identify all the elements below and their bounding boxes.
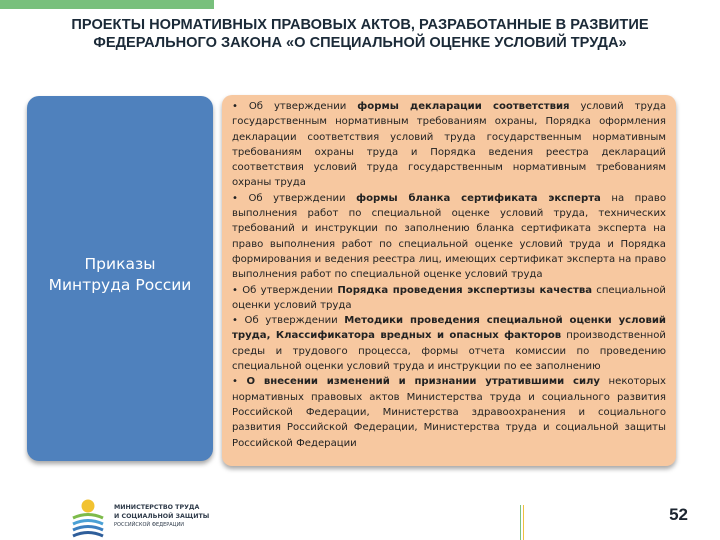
item-text: специальной оценки условий труда	[232, 284, 666, 311]
footer-divider-yellow	[523, 505, 524, 540]
page-number: 52	[669, 505, 688, 524]
footer-divider-green	[520, 505, 521, 540]
list-item	[232, 374, 666, 450]
item-prefix: • Об утверждении	[232, 101, 358, 112]
item-prefix: • Об утверждении	[232, 284, 338, 296]
item-prefix: •	[232, 376, 247, 388]
item-emphasis: Порядка проведения экспертизы качества	[337, 284, 593, 296]
item-emphasis: формы декларации соответствия	[357, 101, 570, 112]
list-item	[232, 191, 666, 283]
logo-text-line-1: МИНИСТЕРСТВО ТРУДА	[114, 504, 200, 511]
category-label-line-2: Минтруда России	[48, 276, 192, 294]
category-label	[27, 254, 213, 296]
ministry-logo	[70, 496, 230, 540]
item-text: некоторых нормативных правовых актов Министерства труда и социального развития Российской Федерации, Министерства здравоохранения и социального развития Российской Федерации, Министерства труда и социальной защиты Российской Федерации	[232, 376, 666, 449]
documents-list	[232, 99, 666, 451]
logo-text-line-2: И СОЦИАЛЬНОЙ ЗАЩИТЫ	[114, 513, 210, 520]
item-emphasis: формы бланка сертификата эксперта	[356, 192, 601, 204]
list-item	[232, 283, 666, 314]
item-prefix: • Об утверждении	[232, 315, 345, 327]
title-line-1: ПРОЕКТЫ НОРМАТИВНЫХ ПРАВОВЫХ АКТОВ, РАЗРАБОТАННЫЕ В РАЗВИТИЕ	[71, 17, 649, 33]
corner-accent-tab	[0, 0, 214, 9]
item-emphasis: О внесении изменений и признании утратившими силу	[246, 376, 601, 388]
item-text: условий труда государственным нормативным требованиям охраны, Порядка оформления декларации соответствия условий труда государственным нормативным требованиям охраны труда и Порядка ведения реестра деклараций соответствия условий труда государственным нормативным требованиям охраны труда	[232, 101, 667, 189]
ministry-logo-icon	[70, 496, 106, 540]
logo-text-line-3: РОССИЙСКОЙ ФЕДЕРАЦИИ	[114, 522, 185, 528]
documents-list-block	[222, 95, 676, 466]
page-title	[20, 16, 700, 52]
list-item	[232, 99, 666, 191]
item-text: на право выполнения работ по специальной оценке условий труда, технических требований и инструкции по заполнению бланка сертификата эксперта на право выполнения работ по специальной оценке условий труда и Порядка формирования и ведения реестра лиц, имеющих сертификат эксперта на право выполнения работ по специальной оценке условий труда	[232, 192, 666, 281]
item-text: производственной среды и трудового процесса, формы отчета комиссии по проведению специальной оценки условий труда и инструкции по ее заполнению	[232, 330, 666, 373]
category-block	[27, 96, 213, 461]
item-emphasis: Методики проведения специальной оценки условий труда, Классификатора вредных и опасных факторов	[232, 315, 666, 342]
title-line-2: ФЕДЕРАЛЬНОГО ЗАКОНА «О СПЕЦИАЛЬНОЙ ОЦЕНКЕ УСЛОВИЙ ТРУДА»	[93, 35, 627, 51]
list-item	[232, 313, 666, 374]
item-prefix: • Об утверждении	[232, 192, 357, 204]
category-label-line-1: Приказы	[84, 255, 156, 273]
